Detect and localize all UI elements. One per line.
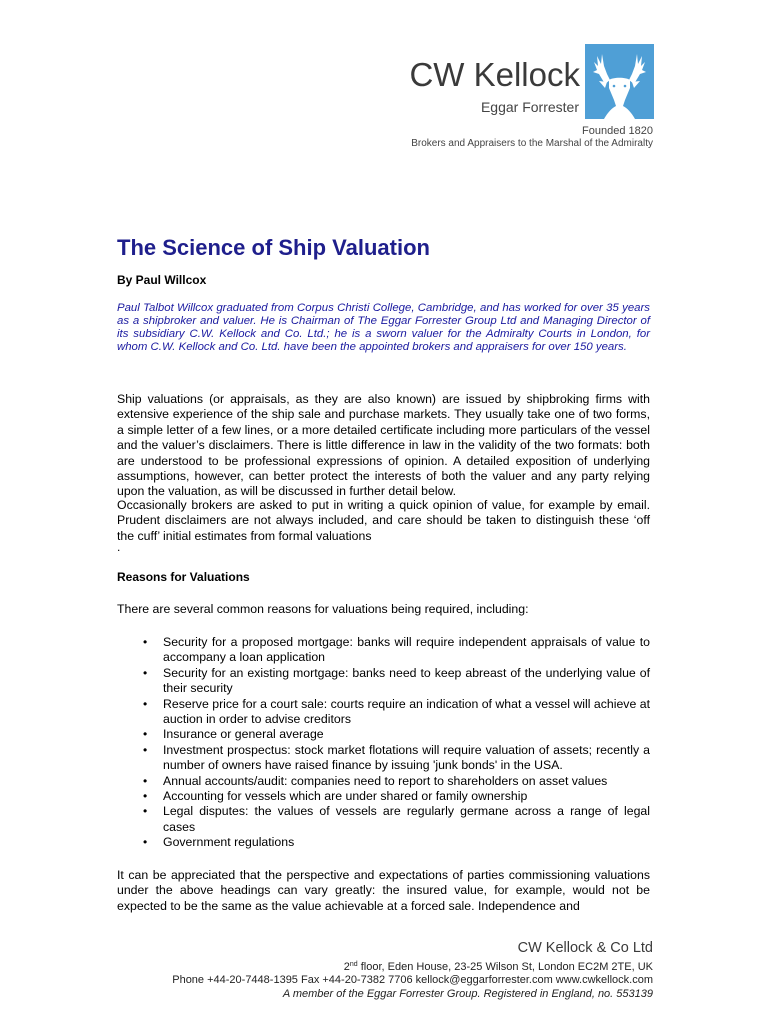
- founded-date: Founded 1820: [582, 125, 653, 137]
- reasons-list: [117, 635, 650, 851]
- bullet-icon: •: [143, 789, 148, 804]
- stray-dot: .: [117, 540, 121, 554]
- bullet-icon: •: [143, 742, 148, 757]
- list-item: • Reserve price for a court sale: courts require an indication of what a vessel will achieve at auction in order to advise creditors: [143, 696, 650, 727]
- bullet-icon: •: [143, 727, 148, 742]
- body-paragraph-2: Occasionally brokers are asked to put in writing a quick opinion of value, for example by email. Prudent disclaimers are not always included, and care should be taken to distinguish these ‘off the cuff’ initial estimates from formal valuations: [117, 498, 650, 543]
- company-tagline: Brokers and Appraisers to the Marshal of the Admiralty: [411, 138, 653, 149]
- list-item: • Security for an existing mortgage: banks need to keep abreast of the underlying value of their security: [143, 665, 650, 696]
- article-byline: By Paul Willcox: [117, 273, 207, 287]
- footer-company: CW Kellock & Co Ltd: [517, 940, 653, 956]
- list-item: • Legal disputes: the values of vessels are regularly germane across a range of legal cases: [143, 804, 650, 834]
- body-paragraph-1: Ship valuations (or appraisals, as they are also known) are issued by shipbroking firms with extensive experience of the ship sale and purchase markets. They usually take one of two forms, a simple letter of a few lines, or a more detailed certificate including more particulars of the vessel and the valuer’s disclaimers. There is little difference in law in the validity of the two formats: both are understood to be professional expressions of opinion. A detailed exposition of underlying assumptions, however, can better protect the interests of both the valuer and any party relying upon the valuation, as will be discussed in further detail below.: [117, 392, 650, 499]
- closing-paragraph: It can be appreciated that the perspective and expectations of parties commissioning valuations under the above headings can vary greatly: the insured value, for example, would not be expected to be the same as the value achievable at a forced sale. Independence and: [117, 868, 650, 913]
- list-item: • Investment prospectus: stock market flotations will require valuation of assets; recently a number of owners have raised finance by issuing 'junk bonds' in the USA.: [143, 742, 650, 773]
- article-title: The Science of Ship Valuation: [117, 235, 430, 260]
- brand-subtitle: Eggar Forrester: [480, 99, 579, 115]
- author-bio: Paul Talbot Willcox graduated from Corpus Christi College, Cambridge, and has worked for over 35 years as a shipbroker and valuer. He is Chairman of The Eggar Forrester Group Ltd and Managing Director of its subsidiary C.W. Kellock and Co. Ltd.; he is a sworn valuer for the Admiralty Courts in London, for whom C.W. Kellock and Co. Ltd. have been the appointed brokers and appraisers for over 150 years.: [117, 302, 650, 353]
- footer-address: 2nd floor, Eden House, 23-25 Wilson St, London EC2M 2TE, UK: [343, 961, 653, 973]
- list-item: • Security for a proposed mortgage: banks will require independent appraisals of value to accompany a loan application: [143, 635, 650, 665]
- footer-member: A member of the Eggar Forrester Group. Registered in England, no. 553139: [282, 988, 653, 1000]
- list-item: • Annual accounts/audit: companies need to report to shareholders on asset values: [143, 773, 608, 788]
- section-heading-reasons: Reasons for Valuations: [117, 570, 250, 584]
- bullet-icon: •: [143, 804, 148, 819]
- footer-contact: Phone +44-20-7448-1395 Fax +44-20-7382 7706 kellock@eggarforrester.com www.cwkellock.com: [172, 974, 653, 986]
- brand-name: CW Kellock: [409, 56, 580, 93]
- bullet-icon: •: [143, 773, 148, 788]
- reasons-intro: There are several common reasons for valuations being required, including:: [117, 602, 529, 616]
- bullet-icon: •: [143, 835, 148, 850]
- list-item: • Government regulations: [143, 835, 295, 850]
- list-item: • Insurance or general average: [143, 727, 324, 742]
- stag-head-icon: [585, 44, 654, 119]
- bullet-icon: •: [143, 635, 148, 649]
- bullet-icon: •: [143, 696, 148, 711]
- bullet-icon: •: [143, 665, 148, 680]
- list-item: • Accounting for vessels which are under shared or family ownership: [143, 789, 528, 804]
